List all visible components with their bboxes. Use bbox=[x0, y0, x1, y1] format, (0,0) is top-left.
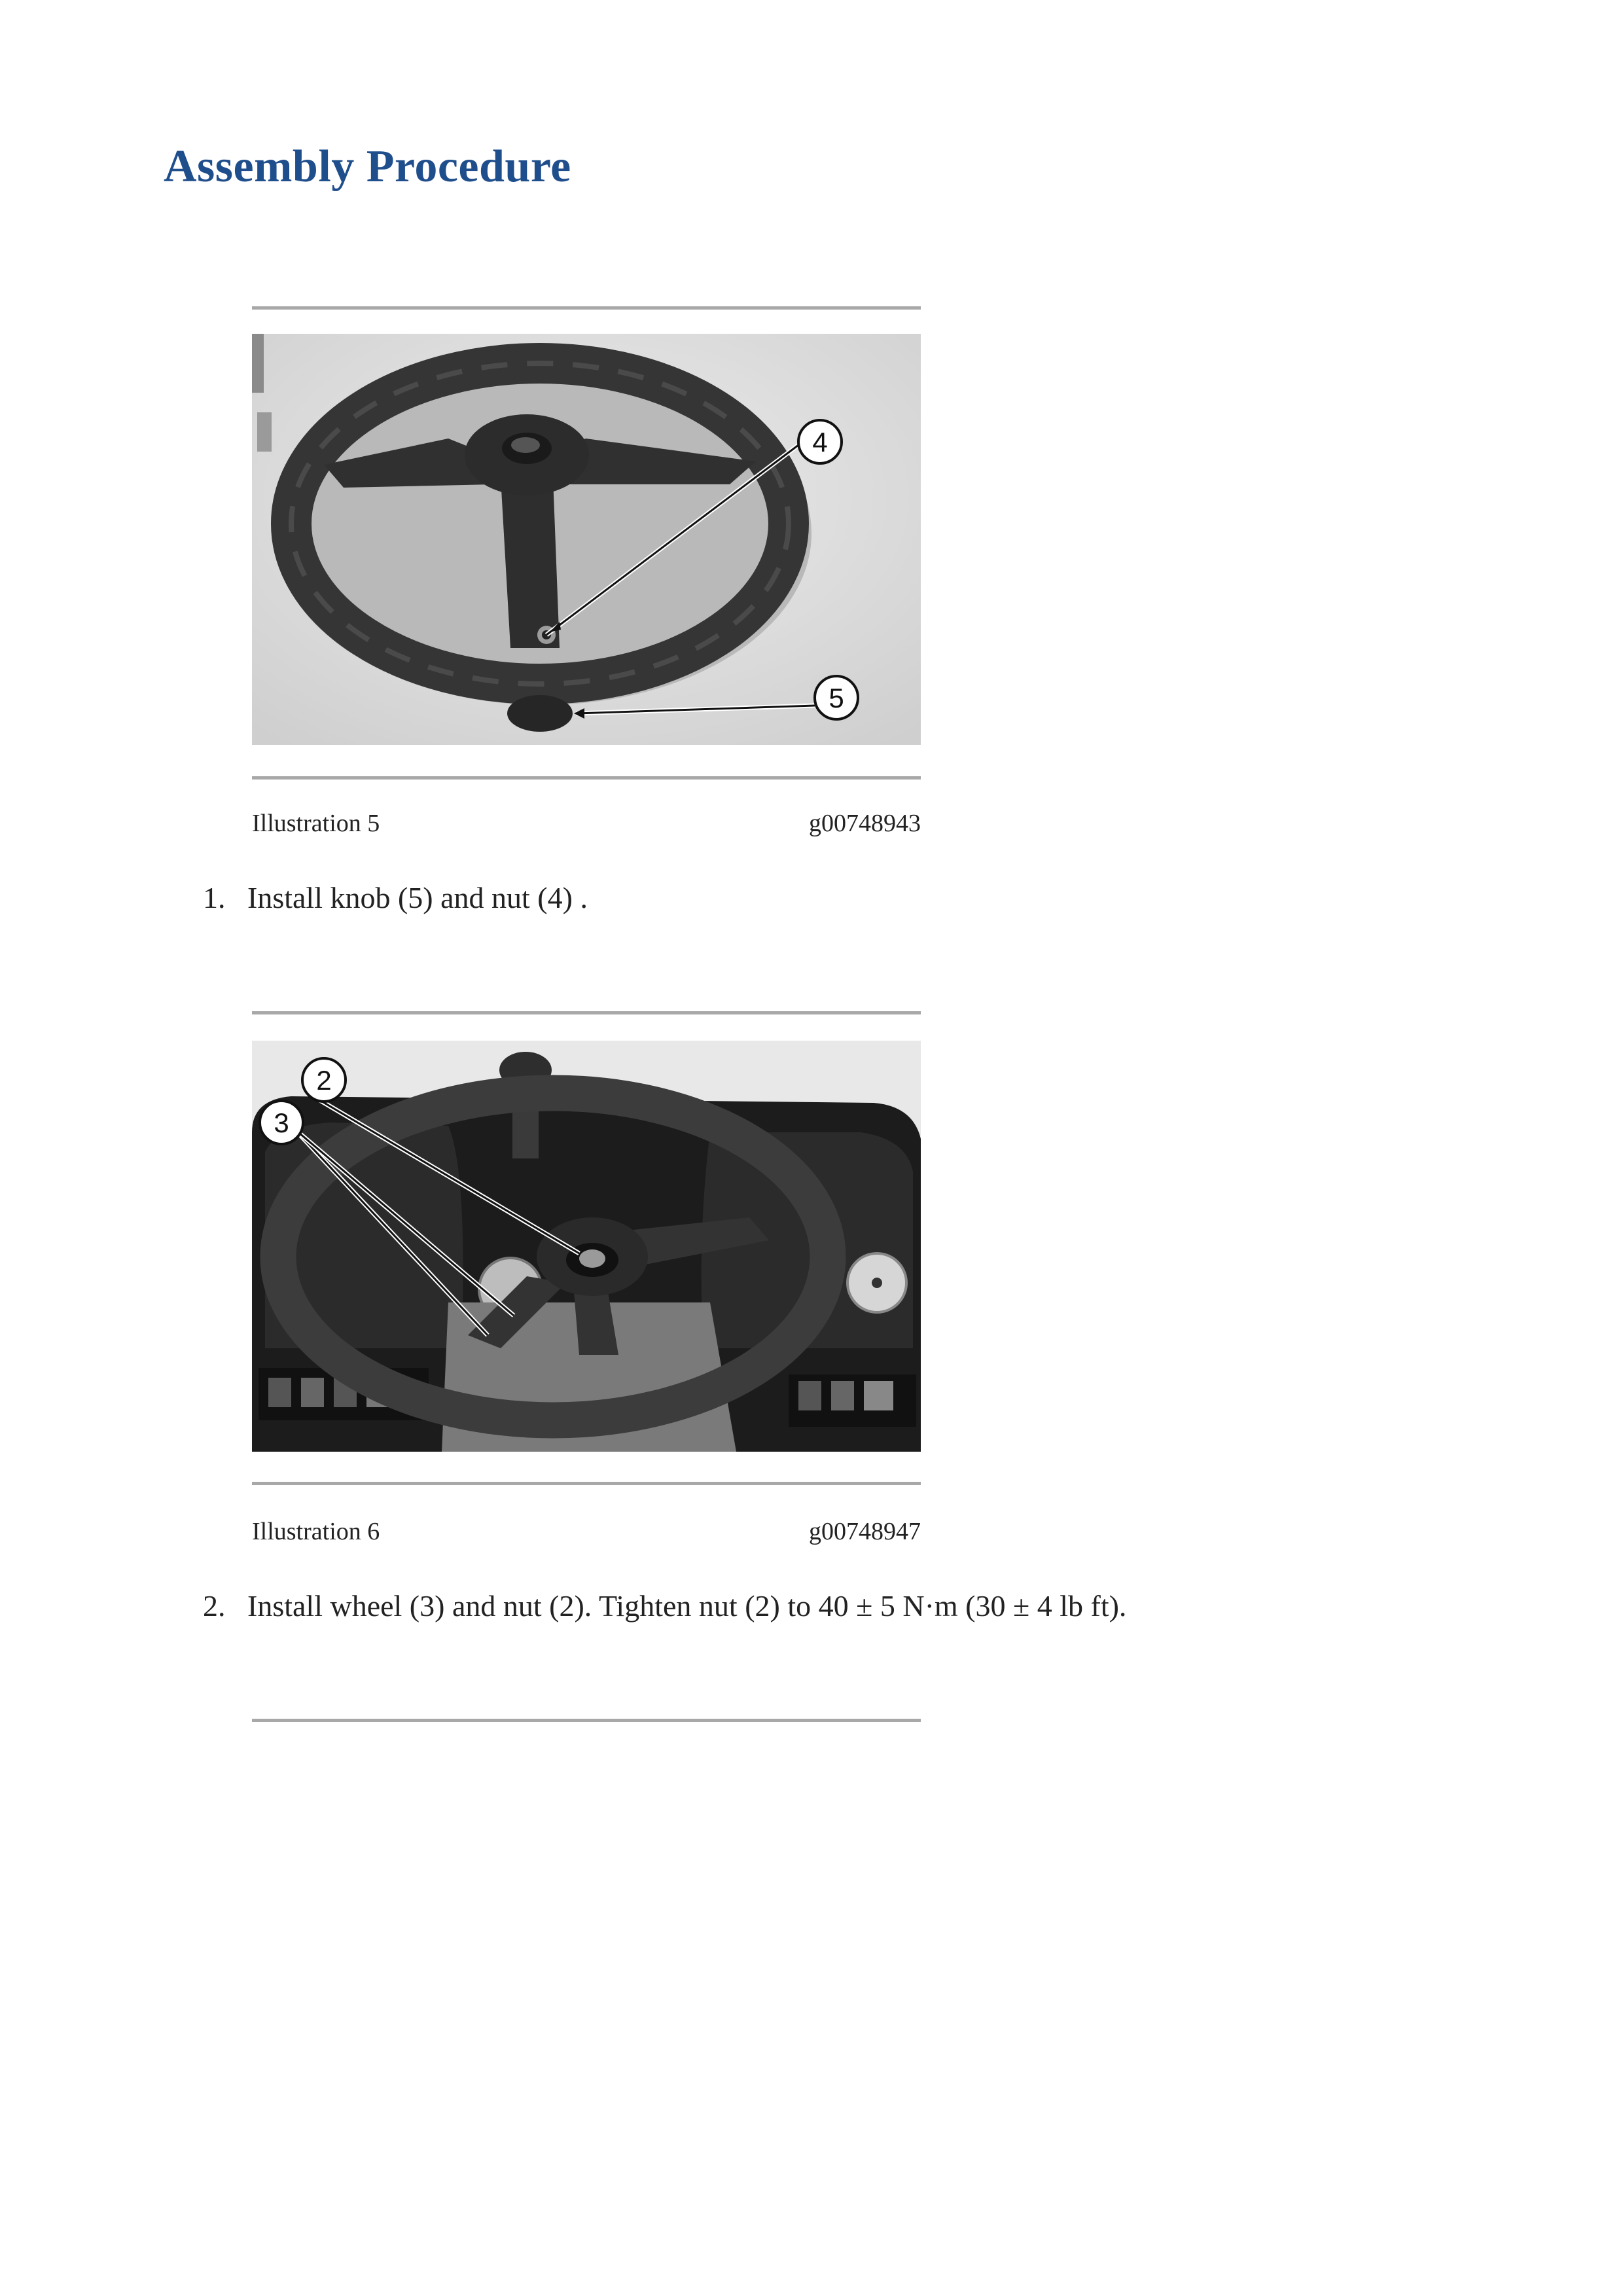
callout-3-label: 3 bbox=[274, 1107, 289, 1138]
callout-2-label: 2 bbox=[316, 1065, 332, 1096]
page-title: Assembly Procedure bbox=[164, 141, 571, 192]
steering-wheel-photo bbox=[252, 334, 921, 745]
figure-bottom-rule bbox=[252, 1482, 921, 1485]
caption-id: g00748947 bbox=[809, 1518, 921, 1545]
caption-label: Illustration 6 bbox=[252, 1518, 380, 1545]
figure-illustration-5 bbox=[252, 334, 921, 745]
caption-id: g00748943 bbox=[809, 810, 921, 837]
step-2 bbox=[203, 1588, 1126, 1623]
step-1 bbox=[203, 880, 588, 915]
callout-4-label: 4 bbox=[812, 427, 828, 457]
figure-top-rule bbox=[252, 1011, 921, 1014]
figure-bottom-rule bbox=[252, 776, 921, 780]
step-number: 1. bbox=[203, 881, 226, 914]
callout-5-label: 5 bbox=[829, 683, 844, 713]
figure-top-rule bbox=[252, 1719, 921, 1722]
step-number: 2. bbox=[203, 1589, 226, 1623]
figure-illustration-6 bbox=[252, 1041, 921, 1452]
figure-top-rule bbox=[252, 306, 921, 310]
dashboard-wheel-photo bbox=[252, 1041, 921, 1452]
step-text: Install wheel (3) and nut (2). Tighten nut (2) to 40 ± 5 N·m (30 ± 4 lb ft). bbox=[247, 1589, 1127, 1623]
caption-label: Illustration 5 bbox=[252, 810, 380, 837]
step-text: Install knob (5) and nut (4) . bbox=[247, 881, 588, 914]
